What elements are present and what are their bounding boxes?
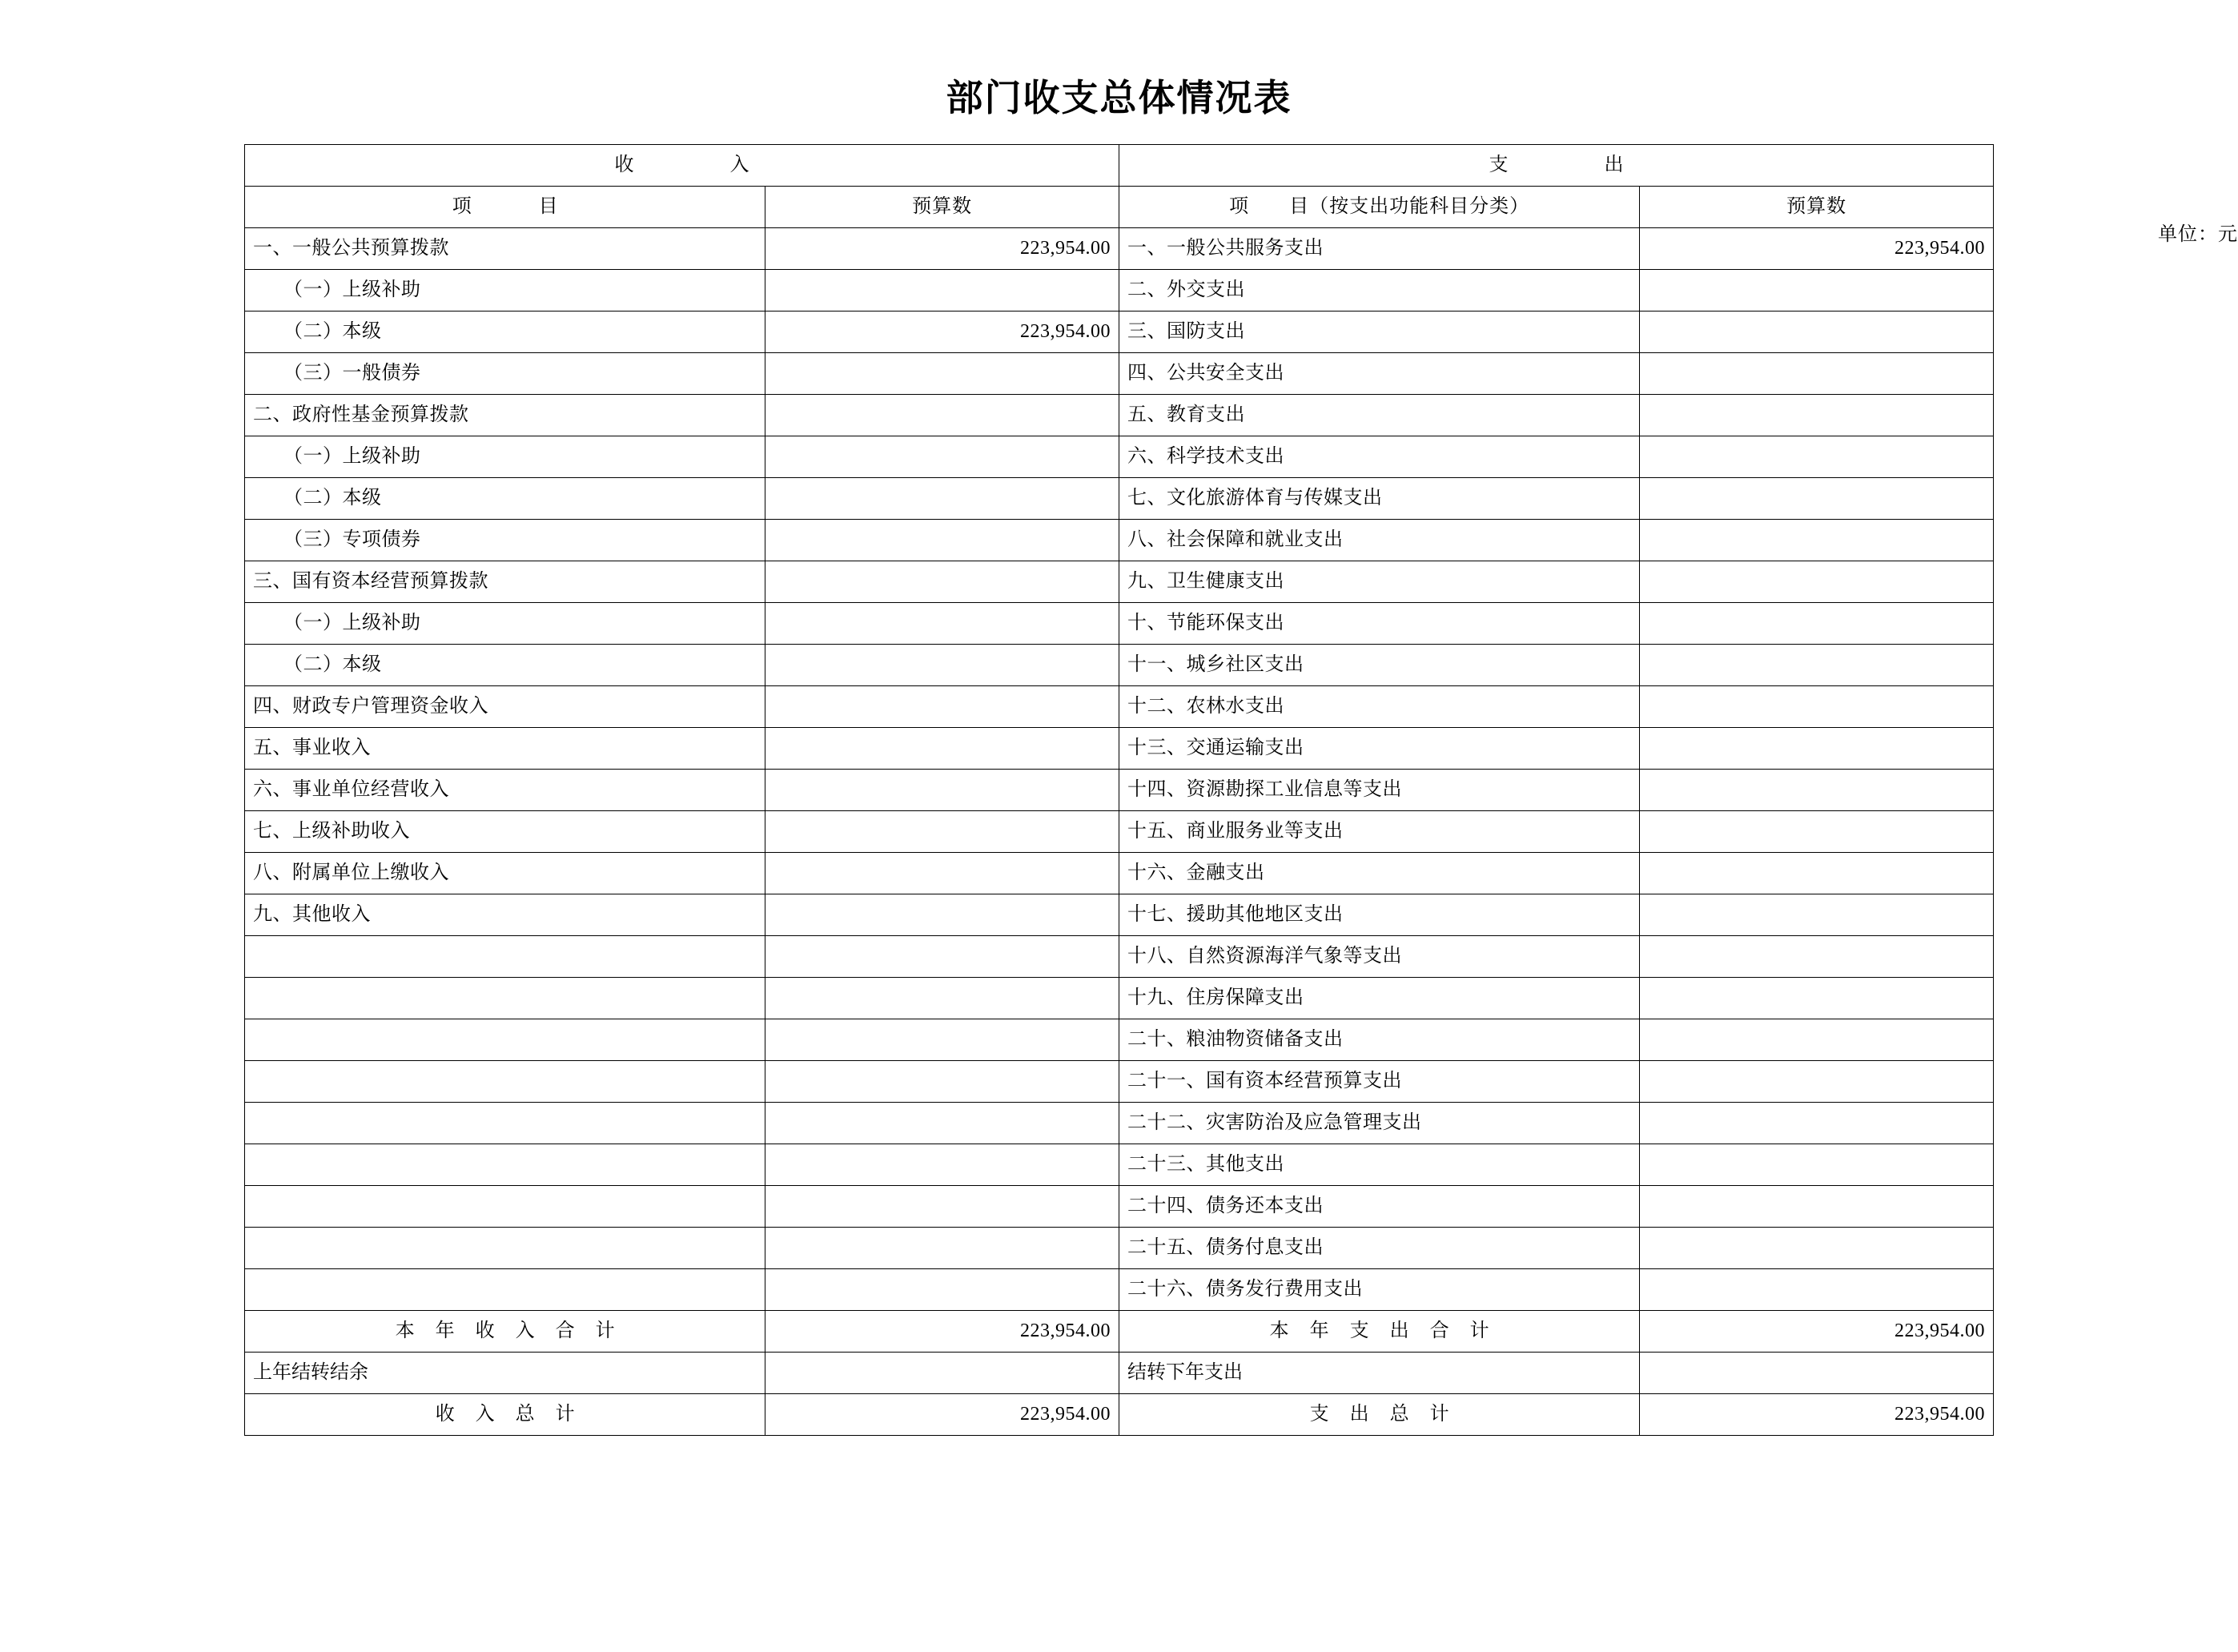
page bbox=[0, 69, 2238, 1652]
expense-item-label: 一、一般公共服务支出 bbox=[1119, 228, 1639, 270]
table-row bbox=[245, 728, 1994, 770]
expense-item-value bbox=[1640, 770, 1994, 811]
expense-item-label: 十二、农林水支出 bbox=[1119, 686, 1639, 728]
expense-item-value bbox=[1640, 1228, 1994, 1269]
table-row bbox=[245, 1061, 1994, 1103]
expense-total-label: 结转下年支出 bbox=[1119, 1353, 1639, 1394]
income-item-value bbox=[765, 478, 1119, 520]
table-row bbox=[245, 603, 1994, 645]
expense-item-label: 十九、住房保障支出 bbox=[1119, 978, 1639, 1019]
income-total-value: 223,954.00 bbox=[765, 1311, 1119, 1353]
table-row bbox=[245, 770, 1994, 811]
table-row bbox=[245, 561, 1994, 603]
expense-item-value bbox=[1640, 520, 1994, 561]
table-row bbox=[245, 645, 1994, 686]
expense-item-label: 五、教育支出 bbox=[1119, 395, 1639, 436]
expense-item-value bbox=[1640, 312, 1994, 353]
expense-item-value bbox=[1640, 853, 1994, 894]
table-body bbox=[245, 145, 1994, 1436]
income-item-label: 五、事业收入 bbox=[245, 728, 765, 770]
expense-item-label: 十六、金融支出 bbox=[1119, 853, 1639, 894]
unit-note: 单位：元 bbox=[2158, 224, 2238, 245]
expense-item-label: 十五、商业服务业等支出 bbox=[1119, 811, 1639, 853]
income-item-value bbox=[765, 894, 1119, 936]
expense-item-value bbox=[1640, 645, 1994, 686]
income-item-value: 223,954.00 bbox=[765, 228, 1119, 270]
expense-item-label: 八、社会保障和就业支出 bbox=[1119, 520, 1639, 561]
expense-item-value bbox=[1640, 270, 1994, 312]
income-item-value bbox=[765, 1144, 1119, 1186]
expense-item-value bbox=[1640, 686, 1994, 728]
table-row bbox=[245, 270, 1994, 312]
expense-total-value bbox=[1640, 1353, 1994, 1394]
income-item-value bbox=[765, 1186, 1119, 1228]
income-item-label bbox=[245, 978, 765, 1019]
income-item-label bbox=[245, 1269, 765, 1311]
table-row bbox=[245, 1186, 1994, 1228]
expense-item-label: 二十四、债务还本支出 bbox=[1119, 1186, 1639, 1228]
income-item-value bbox=[765, 1061, 1119, 1103]
expense-total-label: 本 年 支 出 合 计 bbox=[1119, 1311, 1639, 1353]
table-row bbox=[245, 1019, 1994, 1061]
expense-item-label: 二十、粮油物资储备支出 bbox=[1119, 1019, 1639, 1061]
income-item-label: （二）本级 bbox=[245, 478, 765, 520]
income-item-label: 三、国有资本经营预算拨款 bbox=[245, 561, 765, 603]
expense-item-value bbox=[1640, 561, 1994, 603]
income-item-label: 四、财政专户管理资金收入 bbox=[245, 686, 765, 728]
income-item-value bbox=[765, 770, 1119, 811]
income-item-label: 一、一般公共预算拨款 bbox=[245, 228, 765, 270]
income-item-label: 六、事业单位经营收入 bbox=[245, 770, 765, 811]
expense-item-label: 六、科学技术支出 bbox=[1119, 436, 1639, 478]
income-item-label: 二、政府性基金预算拨款 bbox=[245, 395, 765, 436]
income-item-value bbox=[765, 853, 1119, 894]
table-row bbox=[245, 353, 1994, 395]
group-header-row bbox=[245, 145, 1994, 187]
income-item-value bbox=[765, 1103, 1119, 1144]
expense-item-value bbox=[1640, 1019, 1994, 1061]
income-item-header: 项 目 bbox=[245, 187, 765, 228]
income-item-label: （一）上级补助 bbox=[245, 436, 765, 478]
expense-total-value: 223,954.00 bbox=[1640, 1311, 1994, 1353]
expense-item-value bbox=[1640, 603, 1994, 645]
income-group-header: 收 入 bbox=[245, 145, 1119, 187]
income-item-label: （一）上级补助 bbox=[245, 270, 765, 312]
income-total-label: 上年结转结余 bbox=[245, 1353, 765, 1394]
expense-item-label: 二十五、债务付息支出 bbox=[1119, 1228, 1639, 1269]
income-item-value bbox=[765, 1269, 1119, 1311]
expense-item-value bbox=[1640, 1144, 1994, 1186]
expense-item-header: 项 目（按支出功能科目分类） bbox=[1119, 187, 1639, 228]
income-total-label: 本 年 收 入 合 计 bbox=[245, 1311, 765, 1353]
income-item-label: 八、附属单位上缴收入 bbox=[245, 853, 765, 894]
table-row bbox=[245, 312, 1994, 353]
expense-item-value bbox=[1640, 353, 1994, 395]
table-row bbox=[245, 1103, 1994, 1144]
expense-item-label: 三、国防支出 bbox=[1119, 312, 1639, 353]
table-row bbox=[245, 686, 1994, 728]
table-row bbox=[245, 1144, 1994, 1186]
expense-item-value bbox=[1640, 978, 1994, 1019]
income-item-label bbox=[245, 1228, 765, 1269]
page-title: 部门收支总体情况表 bbox=[946, 77, 1292, 119]
budget-table bbox=[244, 144, 1994, 1436]
expense-item-value: 223,954.00 bbox=[1640, 228, 1994, 270]
income-budget-header: 预算数 bbox=[765, 187, 1119, 228]
income-item-label: （三）一般债券 bbox=[245, 353, 765, 395]
table-row bbox=[245, 978, 1994, 1019]
income-total-value: 223,954.00 bbox=[765, 1394, 1119, 1436]
expense-total-label: 支 出 总 计 bbox=[1119, 1394, 1639, 1436]
income-item-label: （三）专项债券 bbox=[245, 520, 765, 561]
expense-item-value bbox=[1640, 936, 1994, 978]
expense-item-label: 二十六、债务发行费用支出 bbox=[1119, 1269, 1639, 1311]
income-item-value bbox=[765, 270, 1119, 312]
expense-item-label: 十八、自然资源海洋气象等支出 bbox=[1119, 936, 1639, 978]
expense-item-label: 四、公共安全支出 bbox=[1119, 353, 1639, 395]
income-item-label: （二）本级 bbox=[245, 645, 765, 686]
income-item-label: （二）本级 bbox=[245, 312, 765, 353]
expense-total-value: 223,954.00 bbox=[1640, 1394, 1994, 1436]
income-item-value bbox=[765, 1019, 1119, 1061]
expense-item-value bbox=[1640, 436, 1994, 478]
income-item-value bbox=[765, 686, 1119, 728]
expense-item-value bbox=[1640, 811, 1994, 853]
income-item-value bbox=[765, 561, 1119, 603]
income-total-value bbox=[765, 1353, 1119, 1394]
income-item-label: （一）上级补助 bbox=[245, 603, 765, 645]
income-item-label bbox=[245, 936, 765, 978]
income-total-label: 收 入 总 计 bbox=[245, 1394, 765, 1436]
expense-item-value bbox=[1640, 1103, 1994, 1144]
expense-item-value bbox=[1640, 1186, 1994, 1228]
income-item-value bbox=[765, 603, 1119, 645]
income-item-value bbox=[765, 436, 1119, 478]
table-footer-row bbox=[245, 1394, 1994, 1436]
income-item-value bbox=[765, 645, 1119, 686]
table-row bbox=[245, 520, 1994, 561]
expense-item-label: 十一、城乡社区支出 bbox=[1119, 645, 1639, 686]
table-row bbox=[245, 436, 1994, 478]
expense-item-label: 二十一、国有资本经营预算支出 bbox=[1119, 1061, 1639, 1103]
income-item-label bbox=[245, 1019, 765, 1061]
income-item-label: 七、上级补助收入 bbox=[245, 811, 765, 853]
table-row bbox=[245, 395, 1994, 436]
expense-item-value bbox=[1640, 1061, 1994, 1103]
income-item-value bbox=[765, 395, 1119, 436]
table-row bbox=[245, 1228, 1994, 1269]
expense-item-value bbox=[1640, 728, 1994, 770]
income-item-value bbox=[765, 520, 1119, 561]
income-item-value bbox=[765, 353, 1119, 395]
income-item-value bbox=[765, 728, 1119, 770]
expense-item-label: 十四、资源勘探工业信息等支出 bbox=[1119, 770, 1639, 811]
expense-item-value bbox=[1640, 894, 1994, 936]
expense-item-value bbox=[1640, 395, 1994, 436]
expense-budget-header: 预算数 bbox=[1640, 187, 1994, 228]
table-row bbox=[245, 853, 1994, 894]
expense-item-label: 二十二、灾害防治及应急管理支出 bbox=[1119, 1103, 1639, 1144]
expense-item-label: 七、文化旅游体育与传媒支出 bbox=[1119, 478, 1639, 520]
table-row bbox=[245, 1269, 1994, 1311]
income-item-label bbox=[245, 1186, 765, 1228]
income-item-value bbox=[765, 811, 1119, 853]
expense-item-value bbox=[1640, 478, 1994, 520]
expense-item-label: 十七、援助其他地区支出 bbox=[1119, 894, 1639, 936]
income-item-value bbox=[765, 936, 1119, 978]
income-item-value bbox=[765, 978, 1119, 1019]
expense-item-label: 十三、交通运输支出 bbox=[1119, 728, 1639, 770]
income-item-label bbox=[245, 1061, 765, 1103]
income-item-value bbox=[765, 1228, 1119, 1269]
table-footer-row bbox=[245, 1311, 1994, 1353]
income-item-value: 223,954.00 bbox=[765, 312, 1119, 353]
expense-item-label: 九、卫生健康支出 bbox=[1119, 561, 1639, 603]
table-row bbox=[245, 478, 1994, 520]
table-row bbox=[245, 936, 1994, 978]
expense-item-label: 二、外交支出 bbox=[1119, 270, 1639, 312]
expense-item-value bbox=[1640, 1269, 1994, 1311]
income-item-label bbox=[245, 1103, 765, 1144]
table-row bbox=[245, 894, 1994, 936]
income-item-label bbox=[245, 1144, 765, 1186]
expense-item-label: 十、节能环保支出 bbox=[1119, 603, 1639, 645]
expense-group-header: 支 出 bbox=[1119, 145, 1993, 187]
table-footer-row bbox=[245, 1353, 1994, 1394]
expense-item-label: 二十三、其他支出 bbox=[1119, 1144, 1639, 1186]
table-row bbox=[245, 811, 1994, 853]
income-item-label: 九、其他收入 bbox=[245, 894, 765, 936]
